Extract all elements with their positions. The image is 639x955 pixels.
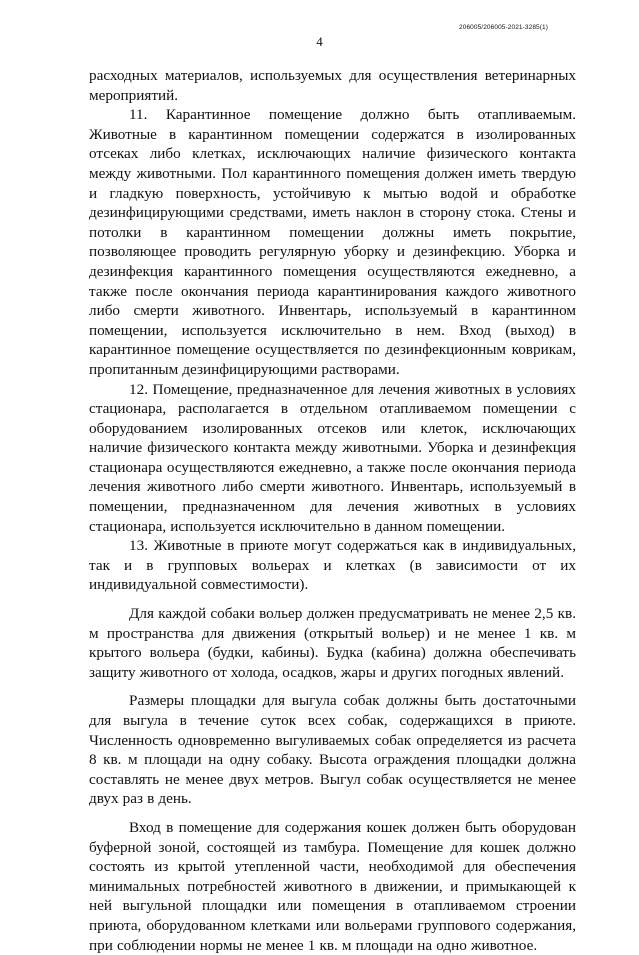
paragraph-continuation: расходных материалов, используемых для осуществления ветеринарных мероприятий. [89, 67, 576, 104]
paragraph-item-12: 12. Помещение, предназначенное для лечения животных в условиях стационара, располагается в отдельном отапливаемом помещении с оборудованием изолированных отсеков или клеток, исключающих наличие физического контакта между животными. Уборка и дезинфекция стационара осуществляются ежедневно, а также после окончания периода лечения животного либо смерти животного. Инвентарь, используемый в помещении, предназначенном для лечения животных в условиях стационара, используется исключительно в данном помещении. [89, 380, 576, 535]
paragraph-dog-enclosure: Для каждой собаки вольер должен предусматривать не менее 2,5 кв. м пространства для движения (открытый вольер) и не менее 1 кв. м крытого вольера (будки, кабины). Будка (кабина) должна обеспечивать защиту животного от холода, осадков, жары и других погодных явлений. [89, 605, 576, 681]
paragraph-item-13: 13. Животные в приюте могут содержаться как в индивидуальных, так и в групповых вольерах и клетках (в зависимости от их индивидуальной совместимости). [89, 537, 576, 594]
document-body [89, 66, 576, 955]
page-number: 4 [316, 34, 323, 49]
paragraph-item-11: 11. Карантинное помещение должно быть отапливаемым. Животные в карантинном помещении содержатся в изолированных отсеках либо клетках, исключающих наличие физического контакта между животными. Пол карантинного помещения должен иметь твердую и гладкую поверхность, устойчивую к мытью водой и обработке дезинфицирующими средствами, иметь наклон в сторону стока. Стены и потолки в карантинном помещении должны иметь покрытие, позволяющее проводить регулярную уборку и дезинфекцию. Уборка и дезинфекция карантинного помещения осуществляются ежедневно, а также после окончания периода карантинирования каждого животного либо смерти животного. Инвентарь, используемый в карантинном помещении, используется исключительно в нем. Вход (выход) в карантинное помещение осуществляется по дезинфекционным коврикам, пропитанным дезинфицирующими растворами. [89, 106, 576, 378]
paragraph-dog-walking-area: Размеры площадки для выгула собак должны быть достаточными для выгула в течение суток всех собак, содержащихся в приюте. Численность одновременно выгуливаемых собак определяется из расчета 8 кв. м площади на одну собаку. Высота ограждения площадки должна составлять не менее двух метров. Выгул собак осуществляется не менее двух раз в день. [89, 692, 576, 808]
paragraph-cat-room: Вход в помещение для содержания кошек должен быть оборудован буферной зоной, состоящей из тамбура. Помещение для кошек должно состоять из крытой утепленной части, необходимой для обеспечения минимальных потребностей животного в движении, и примыкающей к ней выгульной площадки или помещения в отапливаемом строении приюта, оборудованном клетками или вольерами группового содержания, при соблюдении нормы не менее 1 кв. м площади на одно животное. [89, 818, 576, 954]
document-id: 206005/206005-2021-3285(1) [459, 24, 548, 31]
